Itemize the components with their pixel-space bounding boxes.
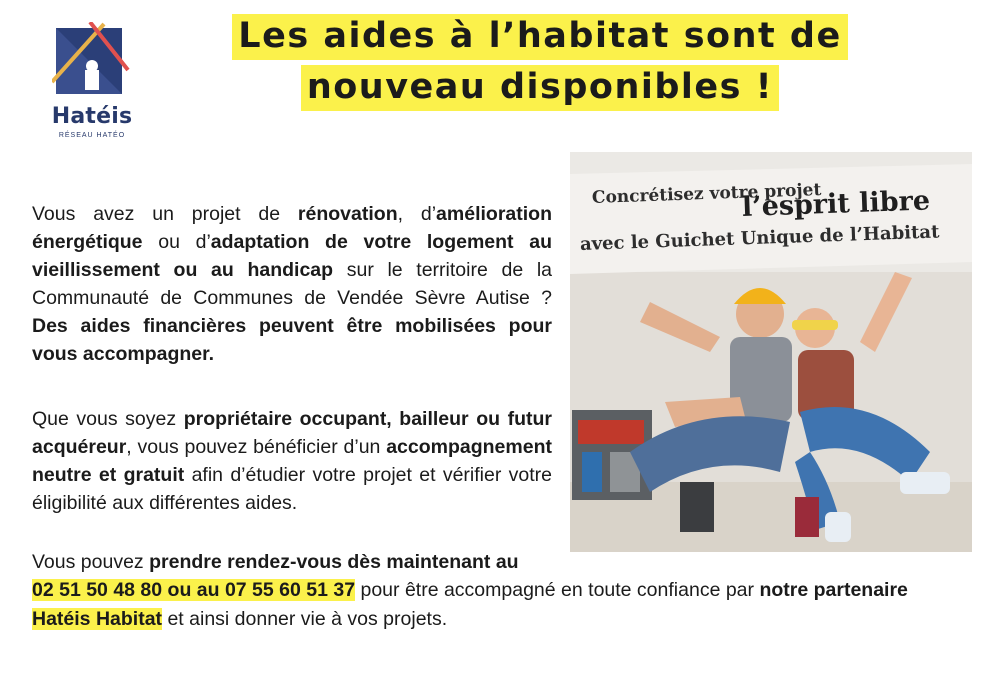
phone-numbers[interactable]: 02 51 50 48 80 ou au 07 55 60 51 37 — [32, 579, 356, 601]
bold-rendez-vous: prendre rendez-vous dès maintenant au — [149, 551, 519, 573]
title-line-1: Les aides à l’habitat sont de — [232, 14, 847, 60]
text-span: Que vous soyez — [32, 408, 184, 430]
photo-caption-3: avec le Guichet Unique de l’Habitat — [579, 221, 940, 255]
title-line-2: nouveau disponibles ! — [301, 65, 779, 111]
text-span: Vous pouvez — [32, 551, 150, 573]
hateis-logo — [44, 22, 144, 142]
bold-accompagnement: accompagnement neutre et gratuit — [32, 436, 552, 486]
bold-partenaire: notre partenaire — [759, 579, 908, 601]
bold-owner-types: propriétaire occupant, bailleur ou futur acquéreur — [32, 408, 553, 458]
text-span: , d’ — [397, 203, 437, 225]
paragraph-contact — [32, 576, 977, 634]
promo-photo — [570, 152, 972, 552]
paragraph-eligibility — [32, 405, 552, 517]
text-span: afin d’étudier votre projet et vérifier votre éligibilité aux différentes aides. — [32, 464, 552, 514]
paragraph-appointment — [32, 548, 552, 576]
page-title — [180, 16, 900, 118]
text-span: ou d’ — [142, 231, 211, 253]
text-span: et ainsi donner vie à vos projets. — [162, 608, 448, 630]
photo-caption-2: l’esprit libre — [741, 185, 931, 223]
text-span: sur le territoire de la Communauté de Communes de Vendée Sèvre Autise ? — [32, 259, 552, 309]
text-span: Vous avez un projet de — [32, 203, 298, 225]
logo-name: Hatéis — [51, 104, 133, 129]
bold-amelioration: amélioration énergétique — [32, 203, 552, 253]
partner-name: Hatéis Habitat — [32, 608, 163, 630]
bold-aides-financieres: Des aides financières peuvent être mobilisées pour vous accompagner. — [32, 315, 552, 365]
logo-subtitle: RÉSEAU HATÉO — [58, 132, 126, 139]
text-span: , vous pouvez bénéficier d’un — [126, 436, 387, 458]
photo-caption-1: Concrétisez votre projet — [591, 180, 822, 208]
bold-adaptation: adaptation de votre logement au vieillissement ou au handicap — [32, 231, 552, 281]
house-logo-icon — [52, 22, 132, 102]
text-span: pour être accompagné en toute confiance par — [355, 579, 760, 601]
paragraph-project — [32, 200, 552, 368]
bold-renovation: rénovation — [297, 203, 398, 225]
